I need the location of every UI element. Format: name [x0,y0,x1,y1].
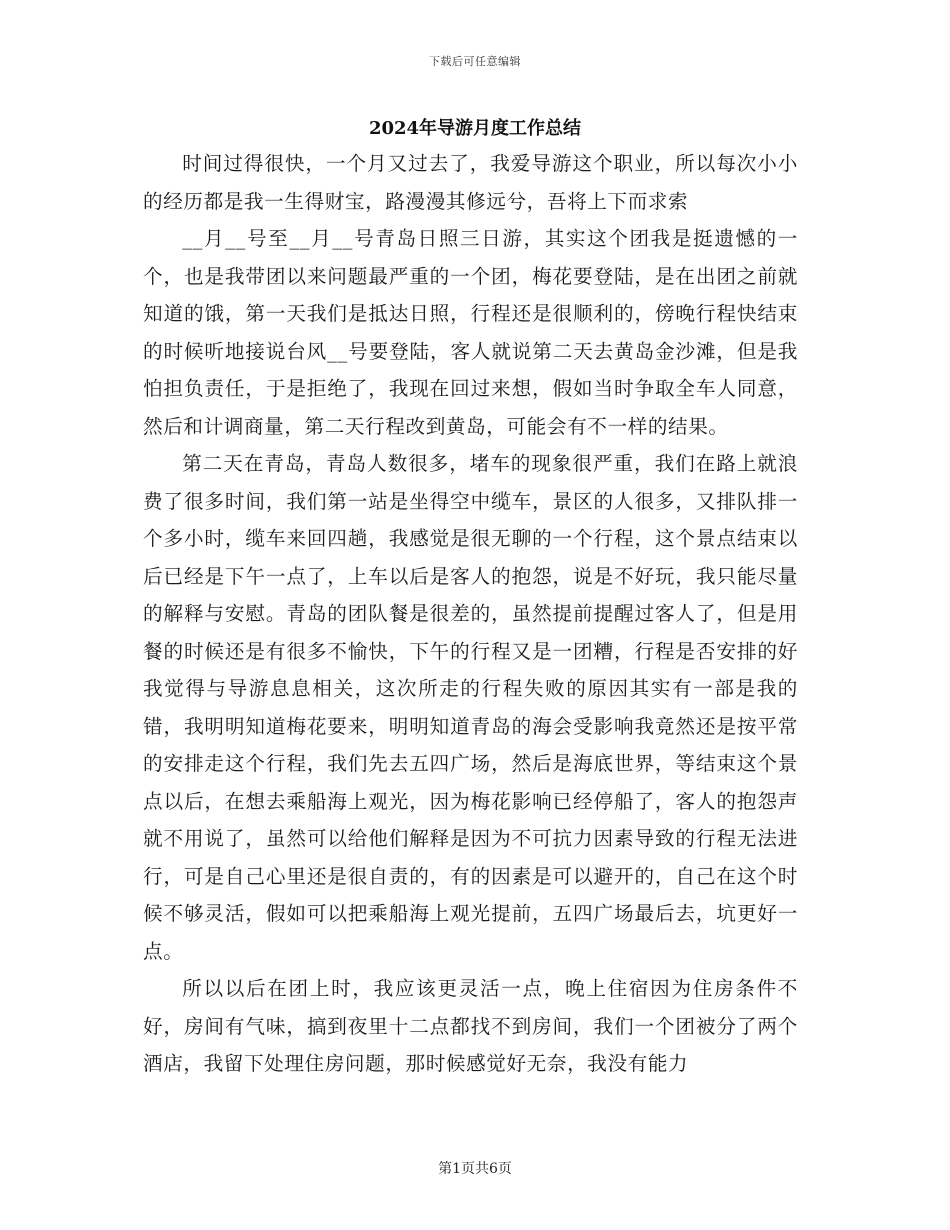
page-number: 第1页共6页 [438,1161,512,1177]
paragraph-3: 第二天在青岛，青岛人数很多，堵车的现象很严重，我们在路上就浪费了很多时间，我们第一站是坐得空中缆车，景区的人很多，又排队排一个多小时，缆车来回四趟，我感觉是很无聊的一个行程，这个景点结束以后已经是下午一点了，上车以后是客人的抱怨，说是不好玩，我只能尽量的解释与安慰。青岛的团队餐是很差的，虽然提前提醒过客人了，但是用餐的时候还是有很多不愉快，下午的行程又是一团糟，行程是否安排的好我觉得与导游息息相关，这次所走的行程失败的原因其实有一部是我的错，我明明知道梅花要来，明明知道青岛的海会受影响我竟然还是按平常的安排走这个行程，我们先去五四广场，然后是海底世界，等结束这个景点以后，在想去乘船海上观光，因为梅花影响已经停船了，客人的抱怨声就不用说了，虽然可以给他们解释是因为不可抗力因素导致的行程无法进行，可是自己心里还是很自责的，有的因素是可以避开的，自己在这个时候不够灵活，假如可以把乘船海上观光提前，五四广场最后去，坑更好一点。 [143,452,798,963]
paragraph-1: 时间过得很快，一个月又过去了，我爱导游这个职业，所以每次小小的经历都是我一生得财宝，路漫漫其修远兮，吾将上下而求索 [143,152,798,213]
document-body [143,145,798,1083]
document-title: 2024年导游月度工作总结 [368,118,582,139]
paragraph-4: 所以以后在团上时，我应该更灵活一点，晚上住宿因为住房条件不好，房间有气味，搞到夜里十二点都找不到房间，我们一个团被分了两个酒店，我留下处理住房问题，那时候感觉好无奈，我没有能力 [143,977,798,1075]
page-header-note: 下载后可任意编辑 [429,55,521,68]
paragraph-2: __月__号至__月__号青岛日照三日游，其实这个团我是挺遗憾的一个，也是我带团以来问题最严重的一个团，梅花要登陆，是在出团之前就知道的饿，第一天我们是抵达日照，行程还是很顺利的，傍晚行程快结束的时候听地接说台风__号要登陆，客人就说第二天去黄岛金沙滩，但是我怕担负责任，于是拒绝了，我现在回过来想，假如当时争取全车人同意，然后和计调商量，第二天行程改到黄岛，可能会有不一样的结果。 [143,227,798,438]
